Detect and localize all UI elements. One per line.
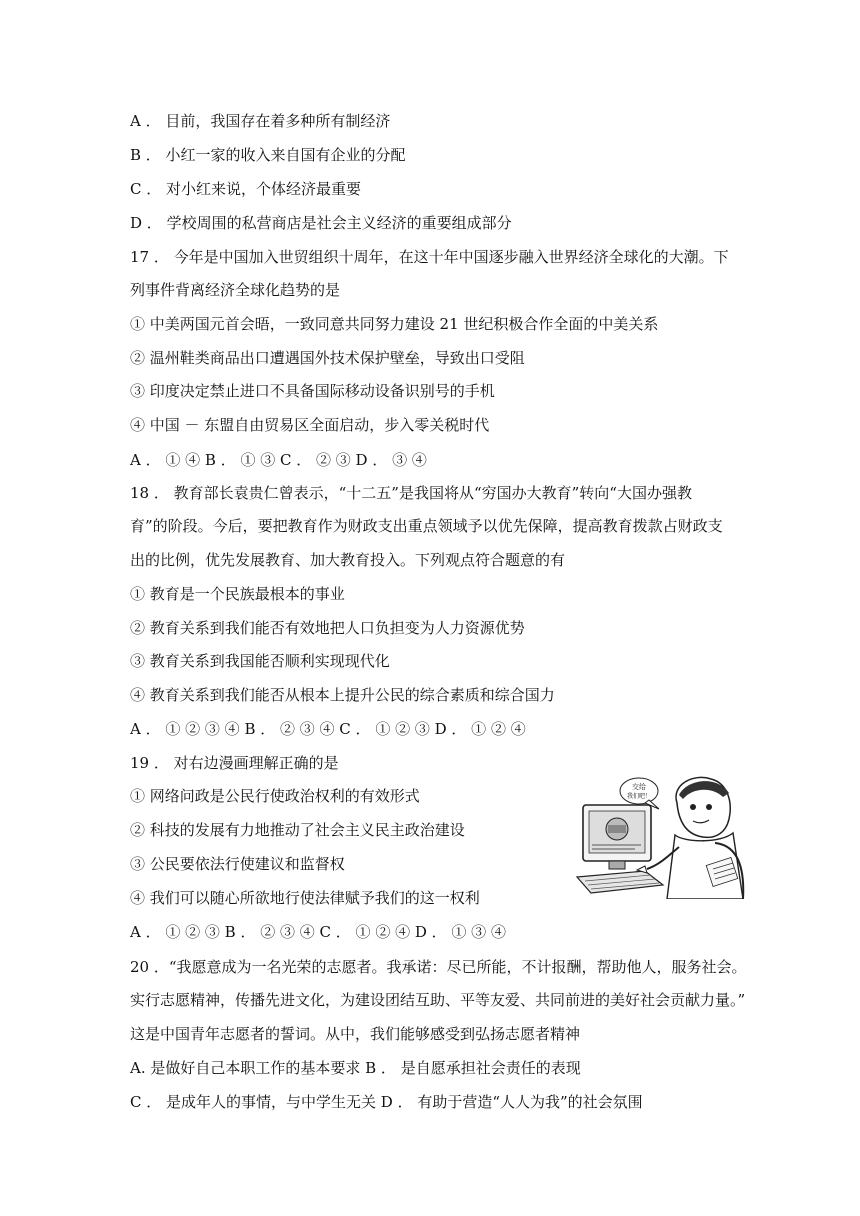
q18-item-3: ③ 教育关系到我国能否顺利实现现代化 bbox=[130, 652, 390, 670]
q17-item-3: ③ 印度决定禁止进口不具备国际移动设备识别号的手机 bbox=[130, 382, 495, 400]
q16-option-b: B ． 小红一家的收入来自国有企业的分配 bbox=[130, 146, 406, 164]
q18-item-2: ② 教育关系到我们能否有效地把人口负担变为人力资源优势 bbox=[130, 619, 525, 637]
q19-answers: A ． ① ② ③ B ． ② ③ ④ C ． ① ② ④ D ． ① ③ ④ bbox=[130, 923, 506, 941]
cartoon-bubble-text-2: 我们吧！ bbox=[626, 793, 652, 800]
q16-option-a: A ． 目前，我国存在着多种所有制经济 bbox=[130, 112, 391, 130]
q18-item-1: ① 教育是一个民族最根本的事业 bbox=[130, 585, 345, 603]
q19-item-2: ② 科技的发展有力地推动了社会主义民主政治建设 bbox=[130, 821, 465, 839]
q20-stem-line2: 实行志愿精神，传播先进文化，为建设团结互助、平等友爱、共同前进的美好社会贡献力量。” bbox=[130, 991, 746, 1009]
q18-item-4: ④ 教育关系到我们能否从根本上提升公民的综合素质和综合国力 bbox=[130, 686, 555, 704]
cartoon-bubble-text-1: 交给 bbox=[632, 783, 646, 791]
q17-item-4: ④ 中国 － 东盟自由贸易区全面启动，步入零关税时代 bbox=[130, 416, 490, 434]
q18-stem-line2: 育”的阶段。今后，要把教育作为财政支出重点领域予以优先保障，提高教育拨款占财政支 bbox=[130, 517, 723, 535]
q16-option-c: C ． 对小红来说，个体经济最重要 bbox=[130, 180, 362, 198]
q19-item-3: ③ 公民要依法行使建议和监督权 bbox=[130, 855, 345, 873]
q18-stem-line3: 出的比例，优先发展教育、加大教育投入。下列观点符合题意的有 bbox=[130, 551, 566, 569]
q19-item-1: ① 网络问政是公民行使政治权利的有效形式 bbox=[130, 787, 420, 805]
cartoon-illustration bbox=[575, 773, 745, 899]
q18-stem-line1: 18 ． 教育部长袁贵仁曾表示，“十二五”是我国将从“穷国办大教育”转向“大国办强教 bbox=[130, 484, 692, 502]
q17-item-2: ② 温州鞋类商品出口遭遇国外技术保护壁垒，导致出口受阻 bbox=[130, 349, 525, 367]
q20-answers-line2: C ． 是成年人的事情，与中学生无关 D ． 有助于营造“人人为我”的社会氛围 bbox=[130, 1093, 643, 1111]
q17-answers: A ． ① ④ B ． ① ③ C ． ② ③ D ． ③ ④ bbox=[130, 451, 427, 469]
q20-stem-line1: 20 ．“我愿意成为一名光荣的志愿者。我承诺：尽已所能，不计报酬，帮助他人，服务社会。 bbox=[130, 958, 747, 976]
q20-stem-line3: 这是中国青年志愿者的誓词。从中，我们能够感受到弘扬志愿者精神 bbox=[130, 1025, 581, 1043]
q17-stem-line2: 列事件背离经济全球化趋势的是 bbox=[130, 281, 341, 299]
q19-item-4: ④ 我们可以随心所欲地行使法律赋予我们的这一权利 bbox=[130, 889, 480, 907]
q17-item-1: ① 中美两国元首会晤，一致同意共同努力建设 21 世纪积极合作全面的中美关系 bbox=[130, 315, 659, 333]
q19-stem: 19 ． 对右边漫画理解正确的是 bbox=[130, 754, 339, 772]
q18-answers: A ． ① ② ③ ④ B ． ② ③ ④ C ． ① ② ③ D ． ① ② ④ bbox=[130, 720, 526, 738]
q17-stem-line1: 17 ． 今年是中国加入世贸组织十周年，在这十年中国逐步融入世界经济全球化的大潮。下 bbox=[130, 248, 729, 266]
q16-option-d: D ． 学校周围的私营商店是社会主义经济的重要组成部分 bbox=[130, 214, 512, 232]
q20-answers-line1: A. 是做好自己本职工作的基本要求 B ． 是自愿承担社会责任的表现 bbox=[130, 1059, 581, 1077]
